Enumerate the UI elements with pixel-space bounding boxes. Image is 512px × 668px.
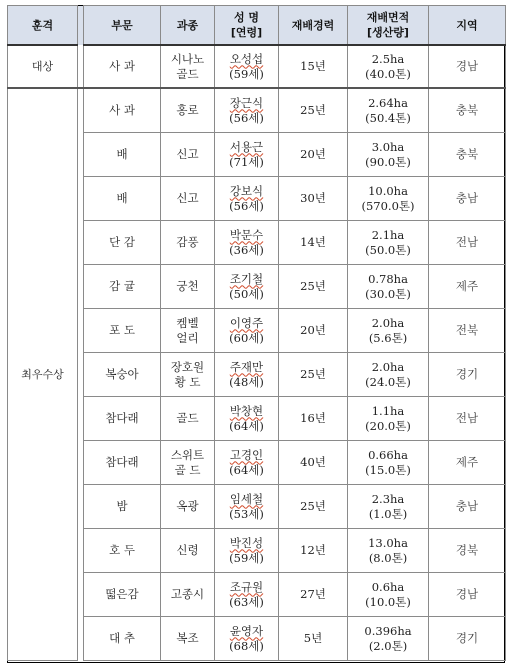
- cell-variety: [161, 265, 215, 309]
- cell-age: (68세): [229, 638, 264, 653]
- cell-area: [348, 529, 429, 573]
- cell-region: 경남: [429, 45, 506, 88]
- cell-area-value: 10.0ha: [368, 183, 408, 198]
- cell-category: 밤: [84, 485, 161, 529]
- table-row: [8, 45, 506, 88]
- cell-variety-line1: 켐벨: [176, 315, 199, 330]
- cell-career: 20년: [279, 133, 348, 177]
- cell-variety-line1: 옥광: [176, 499, 199, 513]
- cell-category: 사 과: [84, 45, 161, 88]
- cell-variety-line2: 얼리: [176, 330, 199, 345]
- cell-career: 40년: [279, 441, 348, 485]
- cell-category: 감 귤: [84, 265, 161, 309]
- cell-category: 참다래: [84, 397, 161, 441]
- cell-career: 20년: [279, 309, 348, 353]
- cell-category: 대 추: [84, 617, 161, 661]
- cell-area-value: 1.1ha: [371, 403, 405, 418]
- cell-output: (8.0톤): [368, 550, 408, 565]
- cell-name: [215, 441, 279, 485]
- cell-variety-line1: 신고: [176, 191, 199, 205]
- cell-name-text: 박창현: [229, 403, 264, 418]
- cell-output: (20.0톤): [365, 418, 411, 433]
- cell-area: [348, 133, 429, 177]
- header-career: 재배경력: [279, 6, 348, 46]
- cell-variety-line1: 골드: [176, 411, 199, 425]
- cell-area-value: 3.0ha: [371, 139, 405, 154]
- cell-area: [348, 45, 429, 88]
- cell-name-text: 강보식: [229, 183, 264, 198]
- cell-career: 25년: [279, 265, 348, 309]
- header-area-line2: [생산량]: [367, 26, 409, 39]
- cell-area-value: 13.0ha: [368, 535, 408, 550]
- cell-area: [348, 485, 429, 529]
- cell-area-value: 2.64ha: [368, 95, 408, 110]
- cell-name-text: 박진성: [229, 535, 264, 550]
- cell-category: 사 과: [84, 88, 161, 133]
- cell-age: (56세): [229, 110, 264, 125]
- cell-variety-line1: 시나노: [170, 51, 205, 66]
- cell-output: (50.0톤): [365, 242, 411, 257]
- cell-category: 배: [84, 133, 161, 177]
- cell-area-value: 0.78ha: [368, 271, 408, 286]
- cell-age: (60세): [229, 330, 264, 345]
- cell-name-text: 주재만: [229, 359, 264, 374]
- cell-region: 전북: [429, 309, 506, 353]
- header-category: 부문: [84, 6, 161, 46]
- header-area: [348, 6, 429, 46]
- cell-region: 경기: [429, 617, 506, 661]
- header-name: [215, 6, 279, 46]
- cell-career: 30년: [279, 177, 348, 221]
- cell-age: (48세): [229, 374, 264, 389]
- cell-region: 경기: [429, 353, 506, 397]
- cell-name-text: 윤영자: [229, 623, 264, 638]
- cell-area-value: 0.66ha: [368, 447, 408, 462]
- cell-output: (10.0톤): [365, 594, 411, 609]
- cell-variety: [161, 177, 215, 221]
- cell-career: 25년: [279, 88, 348, 133]
- cell-variety-line1: 감풍: [176, 235, 199, 249]
- cell-category: 참다래: [84, 441, 161, 485]
- cell-output: (40.0톤): [365, 66, 411, 81]
- cell-variety-line1: 신령: [176, 543, 199, 557]
- award-excellence: 최우수상: [8, 88, 78, 661]
- cell-area-value: 2.0ha: [371, 315, 405, 330]
- cell-area: [348, 88, 429, 133]
- cell-age: (63세): [229, 594, 264, 609]
- cell-variety-line2: 황 도: [174, 374, 201, 389]
- cell-region: 충북: [429, 133, 506, 177]
- cell-category: 떫은감: [84, 573, 161, 617]
- cell-variety: [161, 45, 215, 88]
- cell-category: 복숭아: [84, 353, 161, 397]
- cell-name-text: 조기철: [229, 271, 264, 286]
- cell-name-text: 오성섭: [229, 51, 264, 66]
- cell-output: (30.0톤): [365, 286, 411, 301]
- cell-name-text: 장근식: [229, 95, 264, 110]
- cell-area-value: 0.396ha: [364, 623, 412, 638]
- cell-age: (50세): [229, 286, 264, 301]
- table-row: [8, 88, 506, 133]
- cell-career: 27년: [279, 573, 348, 617]
- cell-output: (1.0톤): [368, 506, 408, 521]
- cell-region: 전남: [429, 397, 506, 441]
- award-table: [7, 5, 506, 661]
- cell-variety: [161, 221, 215, 265]
- cell-variety-line1: 스위트: [170, 447, 205, 462]
- cell-name-text: 서용근: [229, 139, 264, 154]
- cell-variety-line1: 홍로: [176, 103, 199, 117]
- cell-variety: [161, 529, 215, 573]
- cell-area: [348, 617, 429, 661]
- cell-name-text: 박문수: [229, 227, 264, 242]
- header-row: [8, 6, 506, 46]
- cell-region: 충남: [429, 177, 506, 221]
- cell-output: (90.0톤): [365, 154, 411, 169]
- cell-output: (15.0톤): [365, 462, 411, 477]
- cell-region: 충북: [429, 88, 506, 133]
- cell-variety: [161, 617, 215, 661]
- cell-variety-line2: 골드: [176, 66, 199, 81]
- cell-category: 포 도: [84, 309, 161, 353]
- cell-age: (53세): [229, 506, 264, 521]
- cell-name: [215, 485, 279, 529]
- cell-age: (71세): [229, 154, 264, 169]
- cell-output: (50.4톤): [365, 110, 411, 125]
- cell-area: [348, 177, 429, 221]
- header-region: 지역: [429, 6, 506, 46]
- cell-age: (36세): [229, 242, 264, 257]
- cell-area: [348, 221, 429, 265]
- cell-variety: [161, 88, 215, 133]
- cell-category: 호 두: [84, 529, 161, 573]
- cell-area-value: 2.3ha: [371, 491, 405, 506]
- cell-region: 전남: [429, 221, 506, 265]
- header-variety: 과종: [161, 6, 215, 46]
- cell-region: 경북: [429, 529, 506, 573]
- cell-age: (59세): [229, 66, 264, 81]
- cell-variety: [161, 353, 215, 397]
- cell-name: [215, 617, 279, 661]
- cell-category: 배: [84, 177, 161, 221]
- cell-career: 14년: [279, 221, 348, 265]
- cell-area: [348, 397, 429, 441]
- cell-name-text: 조규원: [229, 579, 264, 594]
- cell-name: [215, 45, 279, 88]
- cell-age: (64세): [229, 462, 264, 477]
- cell-variety-line1: 신고: [176, 147, 199, 161]
- cell-region: 충남: [429, 485, 506, 529]
- cell-age: (56세): [229, 198, 264, 213]
- cell-name: [215, 133, 279, 177]
- header-award: 훈격: [8, 6, 78, 46]
- cell-name-text: 고경인: [229, 447, 264, 462]
- cell-region: 경남: [429, 573, 506, 617]
- cell-career: 25년: [279, 485, 348, 529]
- cell-name-text: 임세철: [229, 491, 264, 506]
- cell-name: [215, 221, 279, 265]
- cell-name: [215, 177, 279, 221]
- cell-output: (5.6톤): [368, 330, 408, 345]
- cell-variety-line1: 고종시: [170, 587, 205, 601]
- cell-career: 12년: [279, 529, 348, 573]
- cell-area: [348, 265, 429, 309]
- cell-area: [348, 573, 429, 617]
- cell-area-value: 2.5ha: [371, 51, 405, 66]
- cell-name: [215, 353, 279, 397]
- cell-variety: [161, 573, 215, 617]
- cell-output: (570.0톤): [361, 198, 415, 213]
- cell-area-value: 0.6ha: [371, 579, 405, 594]
- cell-variety: [161, 397, 215, 441]
- cell-variety: [161, 309, 215, 353]
- cell-variety: [161, 485, 215, 529]
- cell-name: [215, 265, 279, 309]
- cell-name: [215, 529, 279, 573]
- cell-name: [215, 309, 279, 353]
- cell-area: [348, 353, 429, 397]
- cell-name: [215, 88, 279, 133]
- cell-variety-line2: 골 드: [174, 462, 201, 477]
- cell-name: [215, 397, 279, 441]
- cell-career: 25년: [279, 353, 348, 397]
- cell-age: (64세): [229, 418, 264, 433]
- cell-region: 제주: [429, 265, 506, 309]
- cell-area-value: 2.0ha: [371, 359, 405, 374]
- award-grand: 대상: [8, 45, 78, 88]
- header-name-line1: 성 명: [233, 11, 260, 24]
- cell-variety-line1: 궁천: [176, 279, 199, 293]
- cell-career: 15년: [279, 45, 348, 88]
- cell-name-text: 이영주: [229, 315, 264, 330]
- cell-variety-line1: 장호원: [170, 359, 205, 374]
- cell-variety: [161, 441, 215, 485]
- header-name-line2: [연령]: [230, 26, 263, 39]
- cell-area: [348, 309, 429, 353]
- cell-name: [215, 573, 279, 617]
- cell-area-value: 2.1ha: [371, 227, 405, 242]
- cell-category: 단 감: [84, 221, 161, 265]
- cell-output: (2.0톤): [368, 638, 408, 653]
- cell-variety: [161, 133, 215, 177]
- cell-career: 5년: [279, 617, 348, 661]
- header-area-line1: 재배면적: [366, 11, 410, 24]
- cell-area: [348, 441, 429, 485]
- cell-age: (59세): [229, 550, 264, 565]
- cell-variety-line1: 복조: [176, 631, 199, 645]
- cell-career: 16년: [279, 397, 348, 441]
- cell-output: (24.0톤): [365, 374, 411, 389]
- cell-region: 제주: [429, 441, 506, 485]
